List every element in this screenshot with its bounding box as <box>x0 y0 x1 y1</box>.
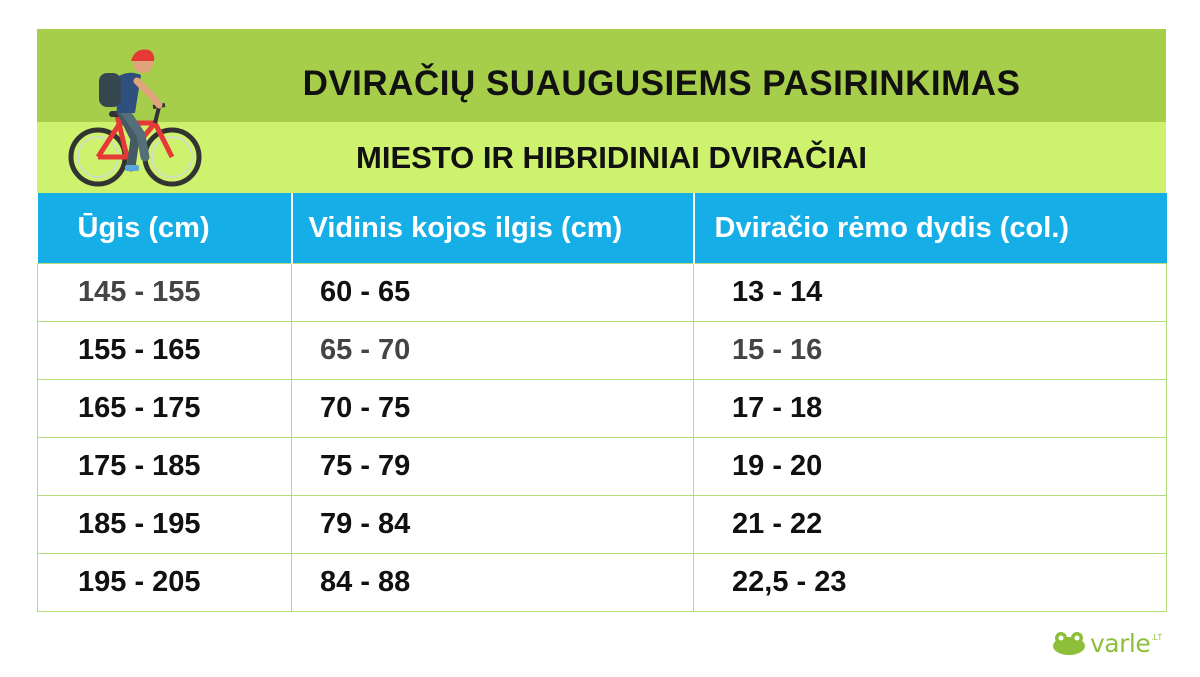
page-title: DVIRAČIŲ SUAUGUSIEMS PASIRINKIMAS <box>302 63 1021 103</box>
cell-height: 145 - 155 <box>38 264 292 322</box>
cell-frame-size: 22,5 - 23 <box>694 554 1167 612</box>
title-bar <box>37 29 1166 122</box>
cell-frame-size: 19 - 20 <box>694 438 1167 496</box>
page-subtitle: MIESTO IR HIBRIDINIAI DVIRAČIAI <box>356 139 867 175</box>
table-row <box>38 264 1167 322</box>
cell-height: 185 - 195 <box>38 496 292 554</box>
table-row <box>38 322 1167 380</box>
varle-logo <box>1052 628 1172 658</box>
cell-inseam: 84 - 88 <box>292 554 694 612</box>
table-row <box>38 554 1167 612</box>
cell-frame-size: 21 - 22 <box>694 496 1167 554</box>
table-row <box>38 438 1167 496</box>
cell-inseam: 70 - 75 <box>292 380 694 438</box>
table-row <box>38 380 1167 438</box>
cell-height: 165 - 175 <box>38 380 292 438</box>
cell-inseam: 65 - 70 <box>292 322 694 380</box>
cell-inseam: 75 - 79 <box>292 438 694 496</box>
cyclist-illustration <box>65 39 205 187</box>
logo-suffix: .LT <box>1151 632 1163 642</box>
header-inseam: Vidinis kojos ilgis (cm) <box>292 193 694 264</box>
cell-inseam: 60 - 65 <box>292 264 694 322</box>
table-header-row <box>38 193 1167 264</box>
cell-frame-size: 15 - 16 <box>694 322 1167 380</box>
logo-wordmark: varle <box>1090 628 1151 658</box>
cell-inseam: 79 - 84 <box>292 496 694 554</box>
cell-height: 155 - 165 <box>38 322 292 380</box>
size-chart <box>37 29 1166 612</box>
size-table <box>37 193 1167 612</box>
header-height: Ūgis (cm) <box>38 193 292 264</box>
cell-height: 175 - 185 <box>38 438 292 496</box>
cell-frame-size: 13 - 14 <box>694 264 1167 322</box>
frog-logo-icon <box>1052 631 1086 655</box>
subtitle-bar <box>37 122 1166 193</box>
header-frame-size: Dviračio rėmo dydis (col.) <box>694 193 1167 264</box>
table-row <box>38 496 1167 554</box>
cell-frame-size: 17 - 18 <box>694 380 1167 438</box>
cell-height: 195 - 205 <box>38 554 292 612</box>
